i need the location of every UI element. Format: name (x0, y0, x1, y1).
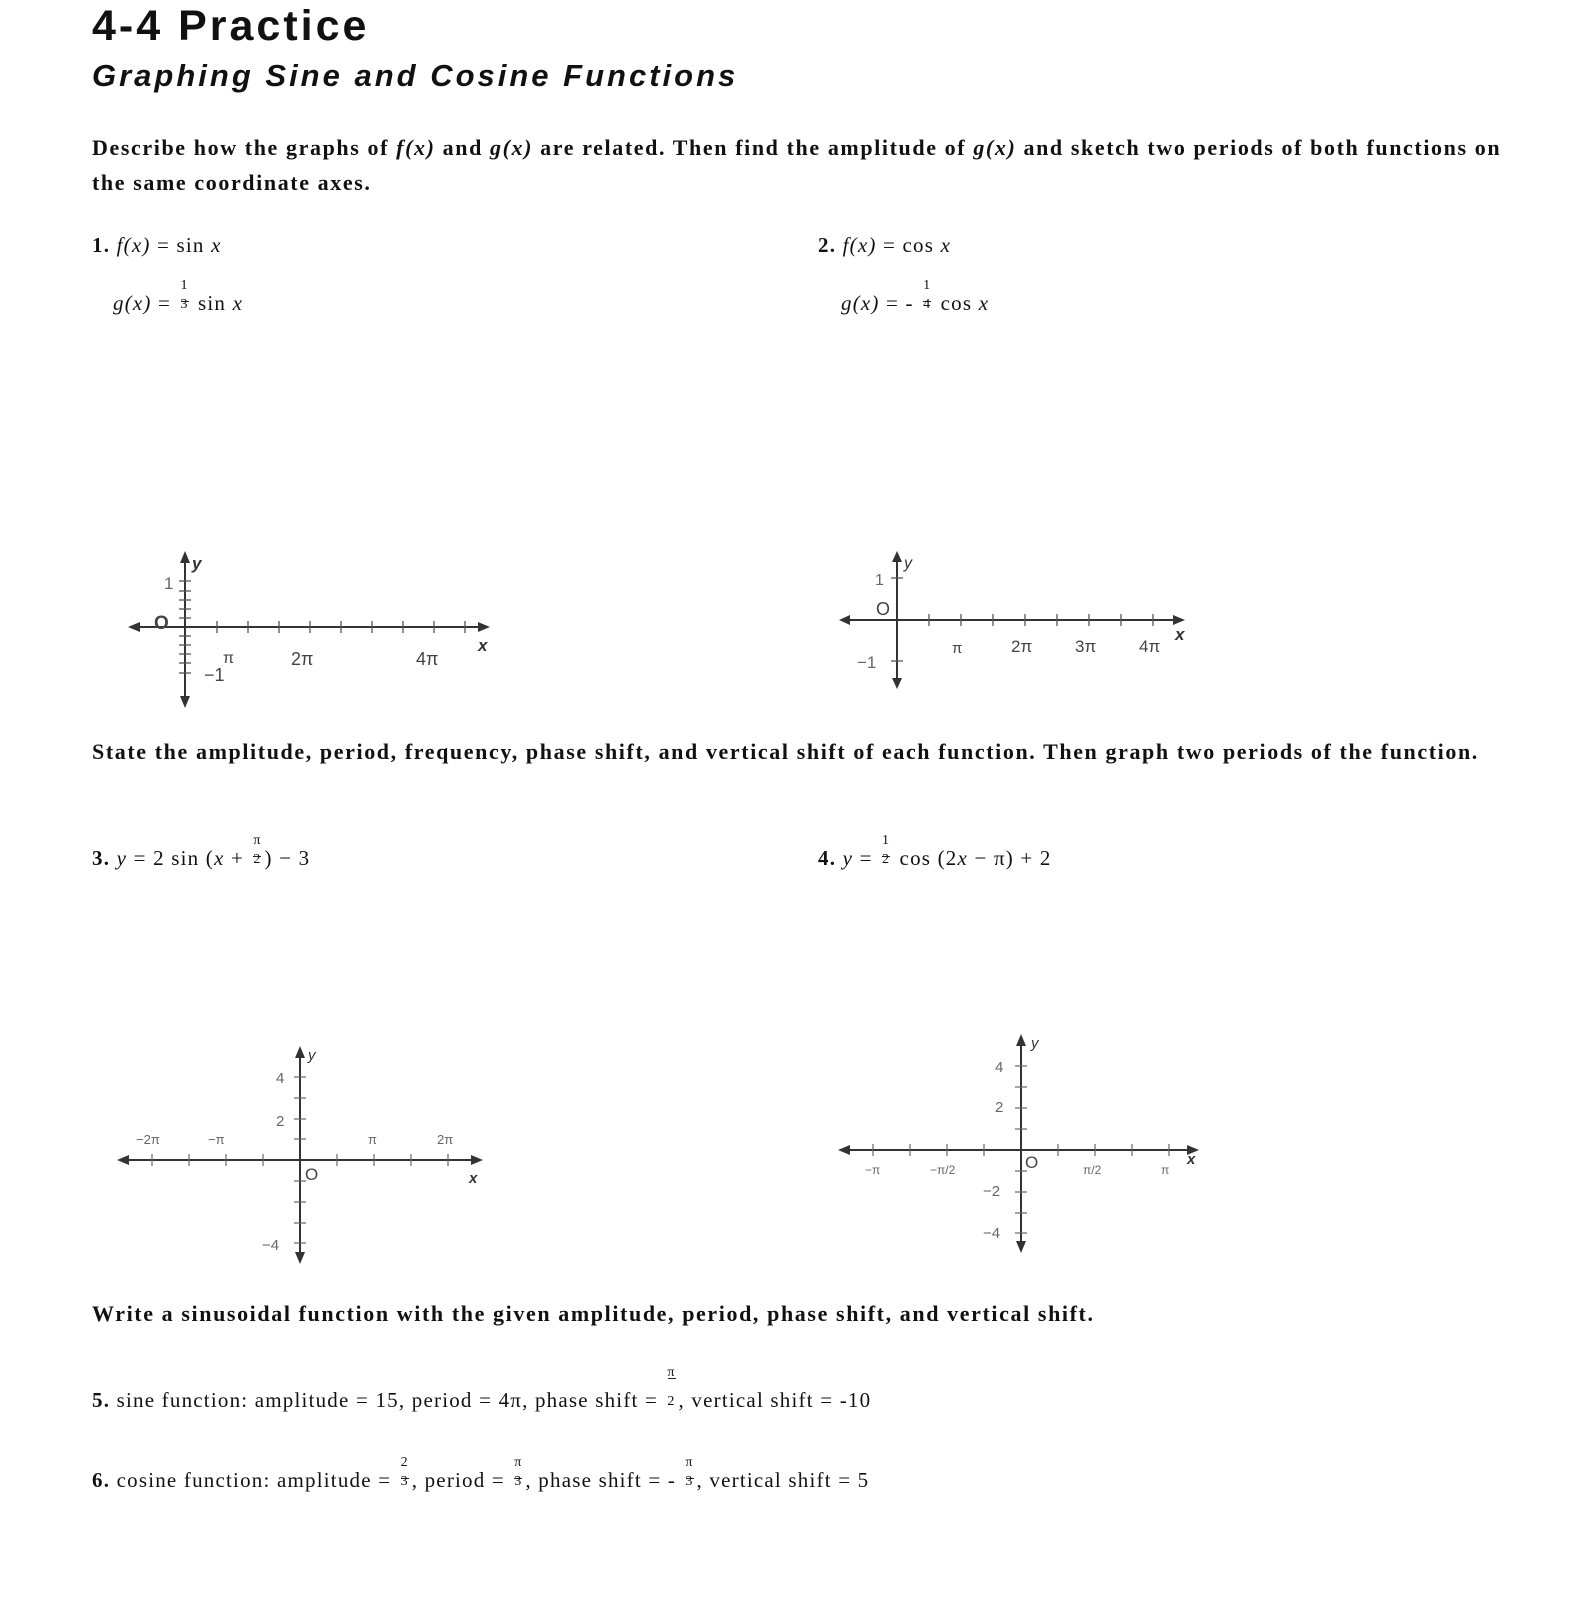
graph-4-x-tick-1: −π/2 (930, 1163, 956, 1177)
graph-1-x-tick-1: 2π (291, 649, 314, 669)
graph-1-y-pos: 1 (164, 574, 174, 593)
graph-1-x-tick-0: π (223, 650, 235, 667)
graph-2-x-label: x (1175, 625, 1185, 644)
graph-3 (112, 1040, 492, 1270)
graph-4-y-tick-1: 2 (995, 1099, 1004, 1116)
graph-4-x-label: x (1187, 1151, 1196, 1168)
graph-2-y-pos: 1 (875, 572, 884, 589)
graph-4-origin: O (1025, 1153, 1039, 1172)
graph-3-y-label: y (308, 1047, 316, 1064)
graph-4-x-tick-0: −π (865, 1163, 881, 1177)
graph-2-x-tick-2: 3π (1075, 637, 1097, 656)
problem-2-g: g(x) = - $\frac{1}{4}$ cos x (841, 277, 990, 315)
graph-4 (835, 1028, 1205, 1268)
graph-3-x-tick-2: π (368, 1132, 377, 1147)
problem-2-f: 2. f(x) = cos x (818, 233, 952, 257)
page-title: 4-4 Practice (92, 2, 370, 50)
graph-4-x-tick-3: π (1161, 1163, 1170, 1177)
section1-instructions: Describe how the graphs of f(x) and g(x) are related. Then find the amplitude of g(x) and sketch two periods of both functions on the same coordinate axes. (92, 135, 1502, 195)
graph-2 (835, 548, 1205, 693)
graph-3-x-tick-3: 2π (437, 1132, 454, 1147)
graph-4-y-label: y (1031, 1035, 1039, 1052)
page-subtitle: Graphing Sine and Cosine Functions (92, 58, 739, 93)
graph-2-origin: O (876, 599, 891, 619)
graph-1 (120, 545, 510, 715)
graph-3-y-tick-1: 2 (276, 1113, 285, 1130)
graph-3-origin: O (305, 1165, 319, 1184)
problem-6: 6. cosine function: amplitude = $\frac{2}{3}$ , period = $\frac{\pi}{3}$ , phase shift = - $\frac{\pi}{3}$ , vertical shift = 5 (92, 1454, 870, 1492)
problem-1-f: 1. f(x) = sin x (92, 233, 222, 257)
graph-1-x-tick-2: 4π (416, 649, 439, 669)
graph-1-x-label: x (478, 636, 488, 655)
problem-1-g: g(x) = $\frac{1}{3}$ sin x (113, 277, 244, 315)
graph-2-x-tick-1: 2π (1011, 637, 1033, 656)
graph-3-x-tick-1: −π (208, 1132, 225, 1147)
graph-2-x-tick-0: π (952, 640, 963, 657)
problem-3: 3. y = 2 sin (x + $\frac{\pi}{2}$ ) − 3 (92, 832, 311, 870)
graph-4-y-tick-3: −4 (983, 1225, 1001, 1242)
section3-instructions: Write a sinusoidal function with the given amplitude, period, phase shift, and vertical shift. (92, 1301, 1095, 1326)
graph-4-y-tick-0: 4 (995, 1059, 1004, 1076)
graph-4-x-tick-2: π/2 (1083, 1163, 1102, 1177)
graph-1-y-label: y (192, 554, 202, 573)
graph-1-origin: O (154, 613, 169, 634)
problem-5: 5. sine function: amplitude = 15, period = 4π, phase shift = $\frac{\pi}{2}$ , vertical shift = -10 (92, 1365, 872, 1412)
graph-3-x-tick-0: −2π (136, 1132, 160, 1147)
graph-3-y-tick-2: −4 (262, 1237, 280, 1254)
graph-3-x-label: x (469, 1170, 478, 1187)
section2-instructions: State the amplitude, period, frequency, phase shift, and vertical shift of each function. Then graph two periods of the function. (92, 739, 1479, 764)
graph-2-y-neg: −1 (857, 653, 877, 672)
graph-3-y-tick-0: 4 (276, 1070, 285, 1087)
problem-4: 4. y = $\frac{1}{2}$ cos (2x − π) + 2 (818, 832, 1052, 870)
graph-1-y-neg: −1 (204, 665, 225, 685)
graph-4-y-tick-2: −2 (983, 1183, 1001, 1200)
graph-2-x-tick-3: 4π (1139, 637, 1161, 656)
graph-2-y-label: y (904, 555, 912, 572)
